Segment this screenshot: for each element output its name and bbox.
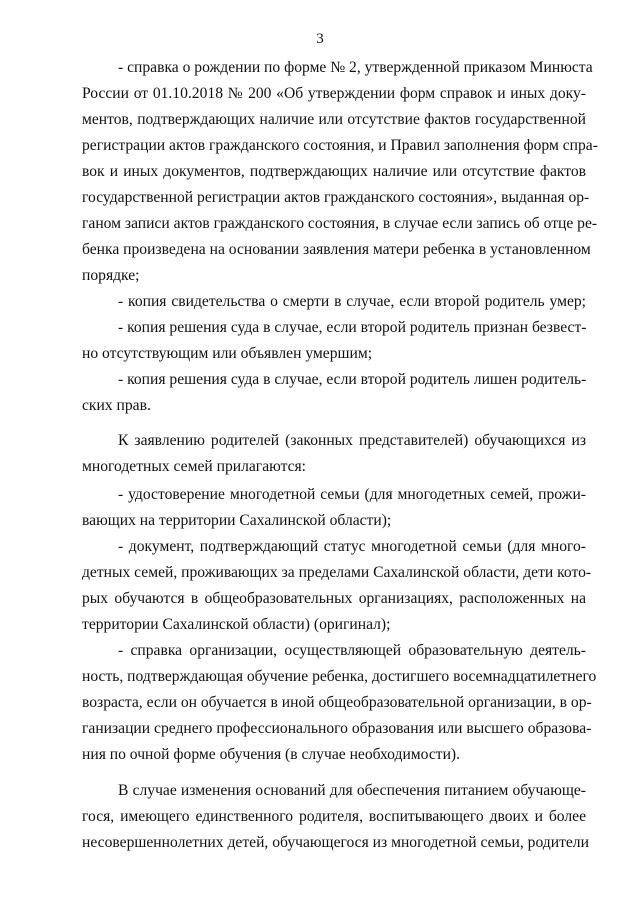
text-line: России от 01.10.2018 № 200 «Об утверждении форм справок и иных доку- bbox=[82, 85, 586, 102]
text-line: ганом записи актов гражданского состояния, в случае если запись об отце ре- bbox=[82, 215, 598, 232]
text-line: территории Сахалинской области) (оригинал); bbox=[82, 616, 391, 633]
text-line: возраста, если он обучается в иной общеобразовательной организации, в ор- bbox=[82, 694, 592, 711]
text-line: рых обучаются в общеобразовательных организациях, расположенных на bbox=[82, 590, 586, 607]
text-line: ментов, подтверждающих наличие или отсутствие фактов государственной bbox=[82, 111, 586, 128]
text-line: - копия решения суда в случае, если второй родитель признан безвест- bbox=[118, 319, 587, 336]
text-line: - удостоверение многодетной семьи (для многодетных семей, прожи- bbox=[118, 486, 586, 503]
text-line: ность, подтверждающая обучение ребенка, достигшего восемнадцатилетнего bbox=[82, 668, 597, 685]
text-line: несовершеннолетних детей, обучающегося из многодетной семьи, родители bbox=[82, 834, 589, 851]
text-line: К заявлению родителей (законных представителей) обучающихся из bbox=[118, 432, 586, 449]
text-line: государственной регистрации актов гражданского состояния», выданная ор- bbox=[82, 189, 590, 206]
text-line: - справка организации, осуществляющей образовательную деятель- bbox=[118, 642, 586, 659]
text-line: многодетных семей прилагаются: bbox=[82, 458, 306, 475]
text-line: ских прав. bbox=[82, 397, 151, 414]
page-number: 3 bbox=[316, 31, 324, 47]
text-line: вок и иных документов, подтверждающих наличие или отсутствие фактов bbox=[82, 163, 586, 180]
text-line: бенка произведена на основании заявления матери ребенка в установленном bbox=[82, 241, 591, 258]
text-line: - документ, подтверждающий статус многодетной семьи (для много- bbox=[118, 538, 586, 555]
text-line: ния по очной форме обучения (в случае необходимости). bbox=[82, 746, 461, 763]
text-line: В случае изменения оснований для обеспечения питанием обучающе- bbox=[118, 782, 586, 799]
text-line: ганизации среднего профессионального образования или высшего образова- bbox=[82, 720, 592, 737]
text-line: но отсутствующим или объявлен умершим; bbox=[82, 345, 373, 362]
text-line: - справка о рождении по форме № 2, утвержденной приказом Минюста bbox=[118, 59, 593, 76]
text-line: - копия решения суда в случае, если второй родитель лишен родитель- bbox=[118, 371, 587, 388]
text-line: вающих на территории Сахалинской области); bbox=[82, 512, 392, 529]
text-line: детных семей, проживающих за пределами Сахалинской области, дети кото- bbox=[82, 564, 592, 581]
text-line: порядке; bbox=[82, 267, 140, 284]
text-line: - копия свидетельства о смерти в случае, если второй родитель умер; bbox=[118, 293, 586, 310]
text-line: регистрации актов гражданского состояния, и Правил заполнения форм спра- bbox=[82, 137, 598, 154]
text-line: гося, имеющего единственного родителя, воспитывающего двоих и более bbox=[82, 808, 586, 825]
